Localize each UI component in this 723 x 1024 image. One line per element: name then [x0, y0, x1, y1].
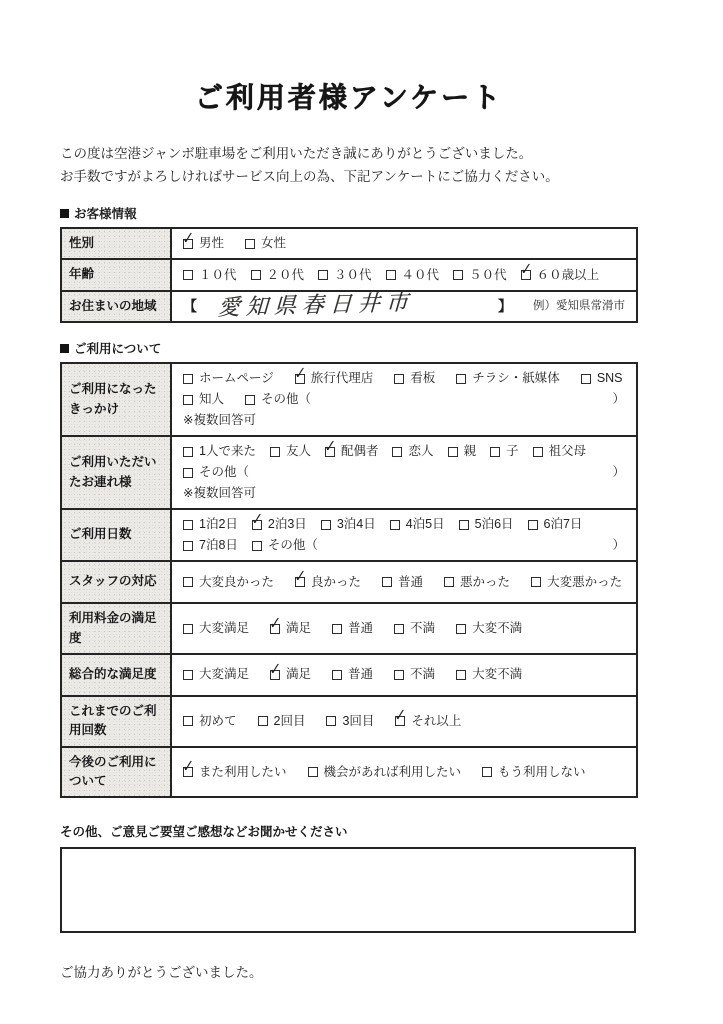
- checkbox-icon: [270, 447, 280, 457]
- option-label: もう利用しない: [498, 764, 586, 779]
- checkbox-option[interactable]: [581, 369, 623, 388]
- row-label: お住まいの地域: [61, 291, 171, 322]
- option-label: 6泊7日: [543, 517, 583, 532]
- checkbox-option[interactable]: [528, 515, 583, 534]
- checkbox-option[interactable]: [245, 234, 286, 253]
- checkbox-checked-icon: [181, 756, 195, 777]
- option-label: SNS: [596, 371, 623, 386]
- options-lines: [183, 259, 625, 285]
- checkbox-option[interactable]: [531, 573, 622, 592]
- checkbox-icon: [332, 670, 342, 680]
- row-options-cell: [171, 509, 637, 561]
- checkbox-option[interactable]: [332, 665, 373, 684]
- option-label: 3回目: [342, 713, 375, 728]
- option-label: 知人: [199, 392, 225, 407]
- option-label: 大変不満: [472, 667, 523, 682]
- row-label: 今後のご利用について: [61, 747, 171, 798]
- option-label: 大変良かった: [199, 574, 275, 589]
- option-label: ホームページ: [199, 371, 274, 386]
- section-marker-icon: [60, 344, 69, 353]
- checkbox-option[interactable]: [270, 442, 311, 461]
- checkbox-icon: [183, 624, 193, 634]
- checkbox-checked-icon: [181, 228, 195, 249]
- comments-heading: その他、ご意見ご要望ご感想などお聞かせください: [60, 825, 348, 840]
- checkbox-icon: [183, 270, 193, 280]
- options-lines: [183, 613, 625, 638]
- checkbox-icon: [183, 447, 193, 457]
- options-line: [181, 228, 625, 253]
- static-text: ※複数回答可: [183, 413, 256, 428]
- option-label: 2回目: [273, 713, 306, 728]
- section-heading-label: お客様情報: [74, 207, 137, 221]
- options-lines: [183, 566, 625, 592]
- checkbox-icon: [444, 577, 454, 587]
- handwritten-answer: 愛知県春日井市: [217, 289, 415, 320]
- options-line: [183, 259, 625, 285]
- option-label: その他（: [199, 465, 250, 480]
- row-label: 総合的な満足度: [61, 654, 171, 696]
- row-options-cell: [171, 603, 637, 654]
- option-label: 普通: [398, 574, 424, 589]
- options-line: [183, 463, 625, 482]
- row-options-cell: [171, 436, 637, 509]
- option-label: ５０代: [469, 267, 507, 282]
- options-line: [183, 390, 625, 409]
- survey-row: [61, 436, 637, 509]
- checkbox-icon: [581, 374, 591, 384]
- options-line: [183, 484, 625, 503]
- check-mark-icon: ✓: [181, 228, 195, 248]
- checkbox-option[interactable]: [183, 463, 249, 482]
- usage-survey-table: [60, 362, 638, 798]
- option-label: 普通: [348, 621, 374, 635]
- option-label: ４０代: [401, 267, 440, 282]
- checkbox-icon: [245, 239, 255, 249]
- option-label: 初めて: [199, 713, 237, 728]
- checkbox-icon: [390, 520, 400, 530]
- checkbox-icon: [394, 374, 404, 384]
- checkbox-option[interactable]: [245, 390, 311, 409]
- checkbox-checked-icon: [323, 436, 337, 457]
- checkbox-icon: [252, 541, 262, 551]
- checkbox-icon: [318, 270, 328, 280]
- options-lines: [183, 289, 625, 320]
- intro-paragraph: [60, 142, 638, 188]
- checkbox-icon: [183, 541, 193, 551]
- check-mark-icon: ✓: [293, 566, 307, 587]
- row-label: ご利用日数: [61, 509, 171, 561]
- option-label: それ以上: [411, 713, 462, 728]
- checkbox-option[interactable]: [183, 266, 237, 285]
- options-line: [183, 613, 625, 638]
- row-label: スタッフの対応: [61, 561, 171, 603]
- option-label: 2泊3日: [267, 517, 307, 532]
- intro-line-2: お手数ですがよろしければサービス向上の為、下記アンケートにご協力ください。: [60, 169, 559, 184]
- check-mark-icon: ✓: [323, 436, 337, 456]
- checkbox-option[interactable]: [183, 665, 249, 684]
- options-line: [183, 536, 625, 555]
- option-label: 機会があれば利用したい: [323, 764, 462, 779]
- survey-row: [61, 747, 637, 798]
- option-label: 不満: [410, 621, 436, 635]
- row-options-cell: [171, 259, 637, 290]
- options-line: [181, 756, 625, 782]
- options-line: [183, 436, 625, 461]
- checkbox-icon: [482, 767, 492, 777]
- options-line: [183, 289, 625, 320]
- row-options-cell: [171, 561, 637, 603]
- options-line: [183, 411, 625, 430]
- checkbox-option[interactable]: [183, 619, 249, 638]
- checkbox-option[interactable]: [183, 369, 274, 388]
- checkbox-icon: [531, 577, 541, 587]
- options-line: [183, 659, 625, 684]
- options-line: [183, 706, 625, 731]
- static-text: 【: [183, 297, 197, 314]
- checkbox-option[interactable]: [293, 363, 374, 388]
- checkbox-icon: [321, 520, 331, 530]
- checkbox-option[interactable]: [332, 619, 373, 638]
- section-heading-customer-info: [60, 204, 638, 222]
- checkbox-icon: [382, 577, 392, 587]
- checkbox-option[interactable]: [258, 712, 306, 731]
- option-label: ６０歳以上: [536, 267, 600, 282]
- row-label: 利用料金の満足度: [61, 603, 171, 654]
- survey-row: [61, 259, 637, 290]
- option-label: 看板: [410, 371, 436, 386]
- checkbox-icon: [453, 270, 463, 280]
- checkbox-option[interactable]: [308, 763, 462, 782]
- survey-row: [61, 363, 637, 436]
- checkbox-icon: [326, 716, 336, 726]
- checkbox-icon: [456, 624, 466, 634]
- checkbox-icon: [183, 520, 193, 530]
- option-label: 5泊6日: [474, 517, 514, 532]
- checkbox-checked-icon: [268, 613, 282, 634]
- row-label: ご利用いただいたお連れ様: [61, 436, 171, 509]
- static-text: ）: [612, 465, 625, 480]
- option-label: 配偶者: [340, 444, 379, 459]
- option-label: 満足: [286, 621, 312, 635]
- page-content: [60, 0, 638, 981]
- option-label: 大変満足: [199, 621, 250, 635]
- options-lines: [183, 706, 625, 731]
- closing-message: ご協力ありがとうございました。: [60, 965, 263, 981]
- checkbox-option[interactable]: [459, 515, 514, 534]
- option-label: その他（: [267, 538, 318, 553]
- option-label: 祖父母: [548, 444, 587, 459]
- example-hint-text: 例）愛知県常滑市: [533, 299, 625, 312]
- row-label: 性別: [61, 228, 171, 259]
- survey-row: [61, 509, 637, 561]
- survey-row: [61, 228, 637, 259]
- options-lines: [183, 363, 625, 430]
- row-label: 年齢: [61, 259, 171, 290]
- checkbox-icon: [183, 395, 193, 405]
- checkbox-icon: [459, 520, 469, 530]
- options-line: [183, 509, 625, 534]
- checkbox-option[interactable]: [181, 228, 225, 253]
- checkbox-option[interactable]: [183, 390, 224, 409]
- checkbox-icon: [183, 374, 193, 384]
- checkbox-checked-icon: [394, 706, 408, 726]
- checkbox-option[interactable]: [390, 515, 445, 534]
- option-label: 男性: [199, 236, 225, 251]
- option-label: 大変不満: [472, 621, 523, 635]
- checkbox-option[interactable]: [251, 266, 305, 285]
- checkbox-icon: [448, 447, 458, 457]
- checkbox-icon: [456, 374, 466, 384]
- option-label: 恋人: [408, 444, 434, 459]
- customer-info-table: [60, 227, 638, 323]
- option-label: 3泊4日: [336, 517, 376, 532]
- checkbox-icon: [394, 670, 404, 680]
- check-mark-icon: ✓: [519, 259, 533, 280]
- checkbox-option[interactable]: [181, 756, 287, 782]
- checkbox-checked-icon: [268, 659, 282, 680]
- survey-row: [61, 603, 637, 654]
- checkbox-option[interactable]: [386, 266, 440, 285]
- check-mark-icon: ✓: [268, 659, 282, 680]
- options-lines: [181, 228, 625, 253]
- checkbox-icon: [490, 447, 500, 457]
- row-options-cell: [171, 363, 637, 436]
- checkbox-icon: [392, 447, 402, 457]
- checkbox-option[interactable]: [456, 619, 522, 638]
- survey-row: [61, 561, 637, 603]
- option-label: 女性: [261, 236, 287, 251]
- checkbox-option[interactable]: [382, 573, 423, 592]
- row-options-cell: [171, 654, 637, 696]
- row-label: ご利用になったきっかけ: [61, 363, 171, 436]
- checkbox-icon: [183, 577, 193, 587]
- checkbox-option[interactable]: [448, 442, 477, 461]
- options-lines: [183, 509, 625, 555]
- row-label: これまでのご利用回数: [61, 696, 171, 747]
- checkbox-option[interactable]: [490, 442, 519, 461]
- check-mark-icon: ✓: [181, 756, 195, 777]
- option-label: 旅行代理店: [310, 371, 374, 386]
- checkbox-option[interactable]: [183, 573, 274, 592]
- checkbox-option[interactable]: [183, 712, 237, 731]
- options-line: [183, 363, 625, 388]
- checkbox-option[interactable]: [252, 536, 318, 555]
- checkbox-option[interactable]: [519, 259, 600, 285]
- checkbox-icon: [251, 270, 261, 280]
- static-text: 】: [498, 297, 512, 314]
- option-label: 親: [463, 444, 477, 459]
- option-label: 子: [506, 444, 519, 459]
- checkbox-icon: [528, 520, 538, 530]
- checkbox-option[interactable]: [444, 573, 510, 592]
- checkbox-option[interactable]: [456, 665, 522, 684]
- checkbox-option[interactable]: [453, 266, 507, 285]
- checkbox-icon: [308, 767, 318, 777]
- option-label: 4泊5日: [405, 517, 445, 532]
- checkbox-option[interactable]: [482, 763, 586, 782]
- checkbox-checked-icon: [293, 363, 307, 384]
- option-label: 1人で来た: [199, 444, 256, 459]
- option-label: 悪かった: [460, 574, 511, 589]
- survey-row: [61, 696, 637, 747]
- checkbox-icon: [456, 670, 466, 680]
- section-heading-label: ご利用について: [74, 342, 162, 357]
- checkbox-option[interactable]: [183, 536, 238, 555]
- checkbox-option[interactable]: [533, 442, 587, 461]
- survey-row: [61, 654, 637, 696]
- option-label: 友人: [285, 444, 311, 459]
- checkbox-checked-icon: [250, 509, 264, 530]
- options-lines: [181, 756, 625, 782]
- checkbox-option[interactable]: [318, 266, 372, 285]
- section-heading-usage: [60, 339, 638, 357]
- checkbox-option[interactable]: [326, 712, 374, 731]
- static-text: ）: [612, 392, 625, 407]
- checkbox-option[interactable]: [392, 442, 433, 461]
- option-label: チラシ・紙媒体: [472, 371, 560, 386]
- checkbox-checked-icon: [519, 259, 533, 280]
- checkbox-option[interactable]: [394, 706, 462, 731]
- check-mark-icon: ✓: [394, 706, 408, 726]
- option-label: 大変満足: [199, 667, 250, 682]
- checkbox-option[interactable]: [394, 619, 435, 638]
- checkbox-icon: [386, 270, 396, 280]
- section-marker-icon: [60, 209, 69, 218]
- options-lines: [183, 659, 625, 684]
- static-text: ※複数回答可: [183, 486, 256, 501]
- row-options-cell: [171, 228, 637, 259]
- option-label: また利用したい: [199, 764, 287, 779]
- comments-box[interactable]: [60, 847, 636, 933]
- checkbox-option[interactable]: [394, 369, 435, 388]
- checkbox-option[interactable]: [268, 659, 312, 684]
- row-options-cell: [171, 747, 637, 798]
- option-label: その他（: [261, 392, 312, 407]
- survey-row: [61, 291, 637, 322]
- check-mark-icon: ✓: [250, 509, 264, 529]
- option-label: 大変悪かった: [547, 574, 623, 589]
- checkbox-icon: [258, 716, 268, 726]
- option-label: １０代: [199, 267, 237, 282]
- checkbox-option[interactable]: [183, 515, 238, 534]
- intro-line-1: この度は空港ジャンボ駐車場をご利用いただき誠にありがとうございました。: [60, 146, 533, 161]
- checkbox-option[interactable]: [321, 515, 376, 534]
- option-label: 7泊8日: [199, 538, 238, 553]
- options-line: [183, 566, 625, 592]
- row-options-cell: [171, 291, 637, 322]
- checkbox-option[interactable]: [293, 566, 362, 592]
- checkbox-option[interactable]: [323, 436, 379, 461]
- checkbox-option[interactable]: [268, 613, 312, 638]
- option-label: 満足: [286, 667, 312, 682]
- check-mark-icon: ✓: [293, 363, 307, 383]
- checkbox-icon: [394, 624, 404, 634]
- page-title: ご利用者様アンケート: [194, 82, 504, 113]
- checkbox-option[interactable]: [456, 369, 560, 388]
- row-options-cell: [171, 696, 637, 747]
- option-label: ３０代: [334, 267, 372, 282]
- checkbox-icon: [183, 670, 193, 680]
- checkbox-icon: [183, 716, 193, 726]
- checkbox-option[interactable]: [250, 509, 307, 534]
- checkbox-icon: [183, 468, 193, 478]
- checkbox-option[interactable]: [394, 665, 435, 684]
- checkbox-checked-icon: [293, 566, 307, 587]
- option-label: 1泊2日: [199, 517, 238, 532]
- checkbox-icon: [533, 447, 543, 457]
- option-label: ２０代: [266, 267, 305, 282]
- checkbox-option[interactable]: [183, 442, 256, 461]
- check-mark-icon: ✓: [268, 613, 282, 633]
- checkbox-icon: [245, 395, 255, 405]
- options-lines: [183, 436, 625, 503]
- checkbox-icon: [332, 624, 342, 634]
- static-text: ）: [612, 538, 625, 553]
- option-label: 普通: [348, 667, 374, 682]
- option-label: 良かった: [311, 574, 362, 589]
- option-label: 不満: [410, 667, 436, 682]
